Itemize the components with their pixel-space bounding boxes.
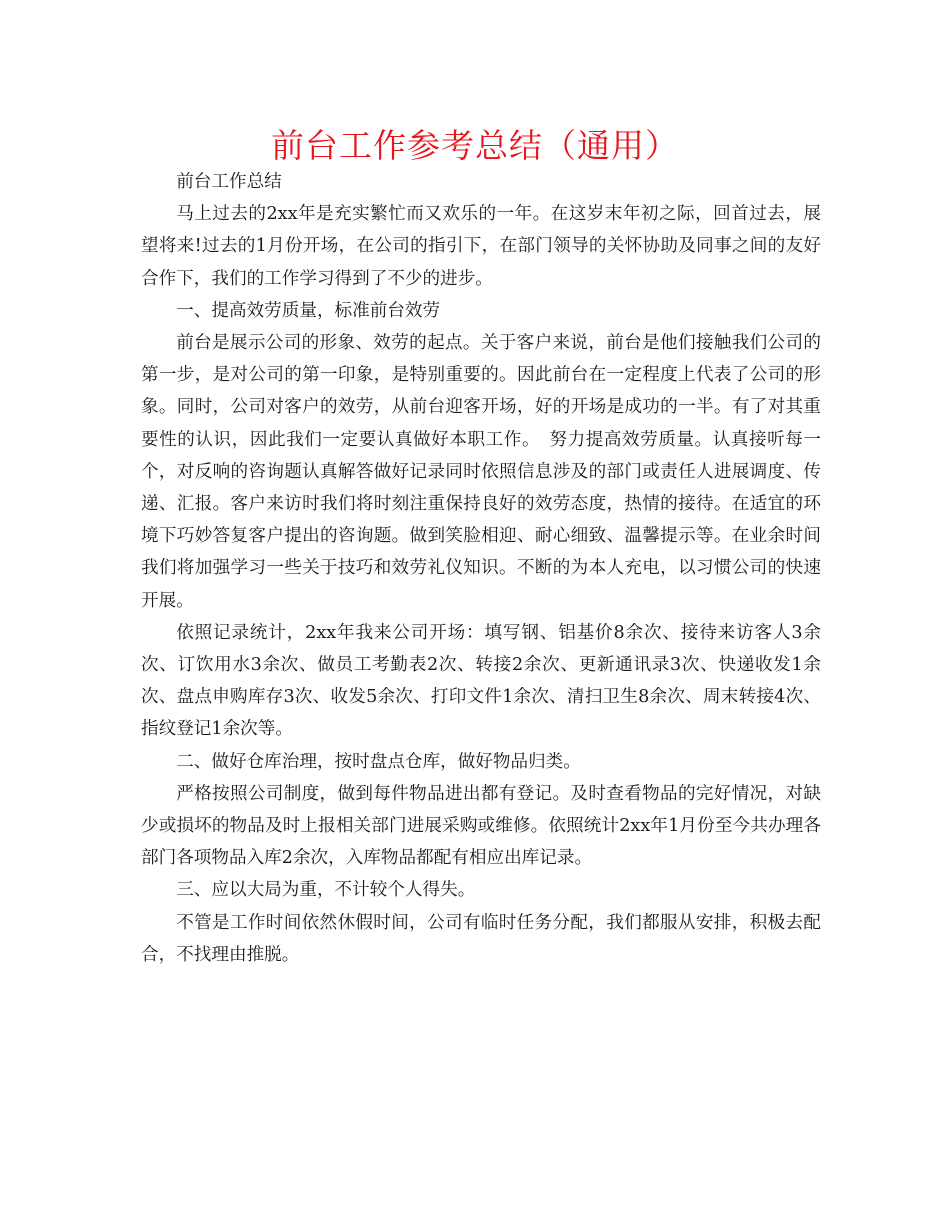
section-heading-3: 三、应以大局为重，不计较个人得失。 (176, 880, 476, 901)
paragraph-service: 前台是展示公司的形象、效劳的起点。关于客户来说，前台是他们接触我们公司的第一步，是对公司的第一印象，是特别重要的。因此前台在一定程度上代表了公司的形象。同时，公司对客户的效劳，从前台迎客开场，好的开场是成功的一半。有了对其重要性的认识，因此我们一定要认真做好本职工作。 努力提高效劳质量。认真接听每一个，对反响的咨询题认真解答做好记录同时依照信息涉及的部门或责任人进展调度、传递、汇报。客户来访时我们将时刻注重保持良好的效劳态度，热情的接待。在适宜的环境下巧妙答复客户提出的咨询题。做到笑脸相迎、耐心细致、温馨提示等。在业余时间我们将加强学习一些关于技巧和效劳礼仪知识。不断的为本人充电，以习惯公司的快速开展。 (141, 333, 821, 611)
section-heading-1: 一、提高效劳质量，标准前台效劳 (176, 300, 441, 321)
paragraph-intro: 马上过去的2xx年是充实繁忙而又欢乐的一年。在这岁末年初之际，回首过去，展望将来!过去的1月份开场，在公司的指引下，在部门领导的关怀协助及同事之间的友好合作下，我们的工作学习得到了不少的进步。 (141, 204, 821, 289)
paragraph-subtitle: 前台工作总结 (176, 172, 282, 192)
section-heading-2: 二、做好仓库治理，按时盘点仓库，做好物品归类。 (176, 751, 581, 772)
paragraph-statistics: 依照记录统计，2xx年我来公司开场：填写钢、铝基价8余次、接待来访客人3余次、订饮用水3余次、做员工考勤表2次、转接2余次、更新通讯录3次、快递收发1余次、盘点申购库存3次、收发5余次、打印文件1余次、清扫卫生8余次、周末转接4次、指纹登记1余次等。 (141, 622, 821, 740)
document-body (141, 166, 821, 971)
paragraph-warehouse: 严格按照公司制度，做到每件物品进出都有登记。及时查看物品的完好情况，对缺少或损坏的物品及时上报相关部门进展采购或维修。依照统计2xx年1月份至今共办理各部门各项物品入库2余次，入库物品都配有相应出库记录。 (141, 783, 821, 869)
document-title: 前台工作参考总结（通用） (271, 126, 679, 165)
paragraph-cooperation: 不管是工作时间依然休假时间，公司有临时任务分配，我们都服从安排，积极去配合，不找理由推脱。 (141, 912, 821, 965)
